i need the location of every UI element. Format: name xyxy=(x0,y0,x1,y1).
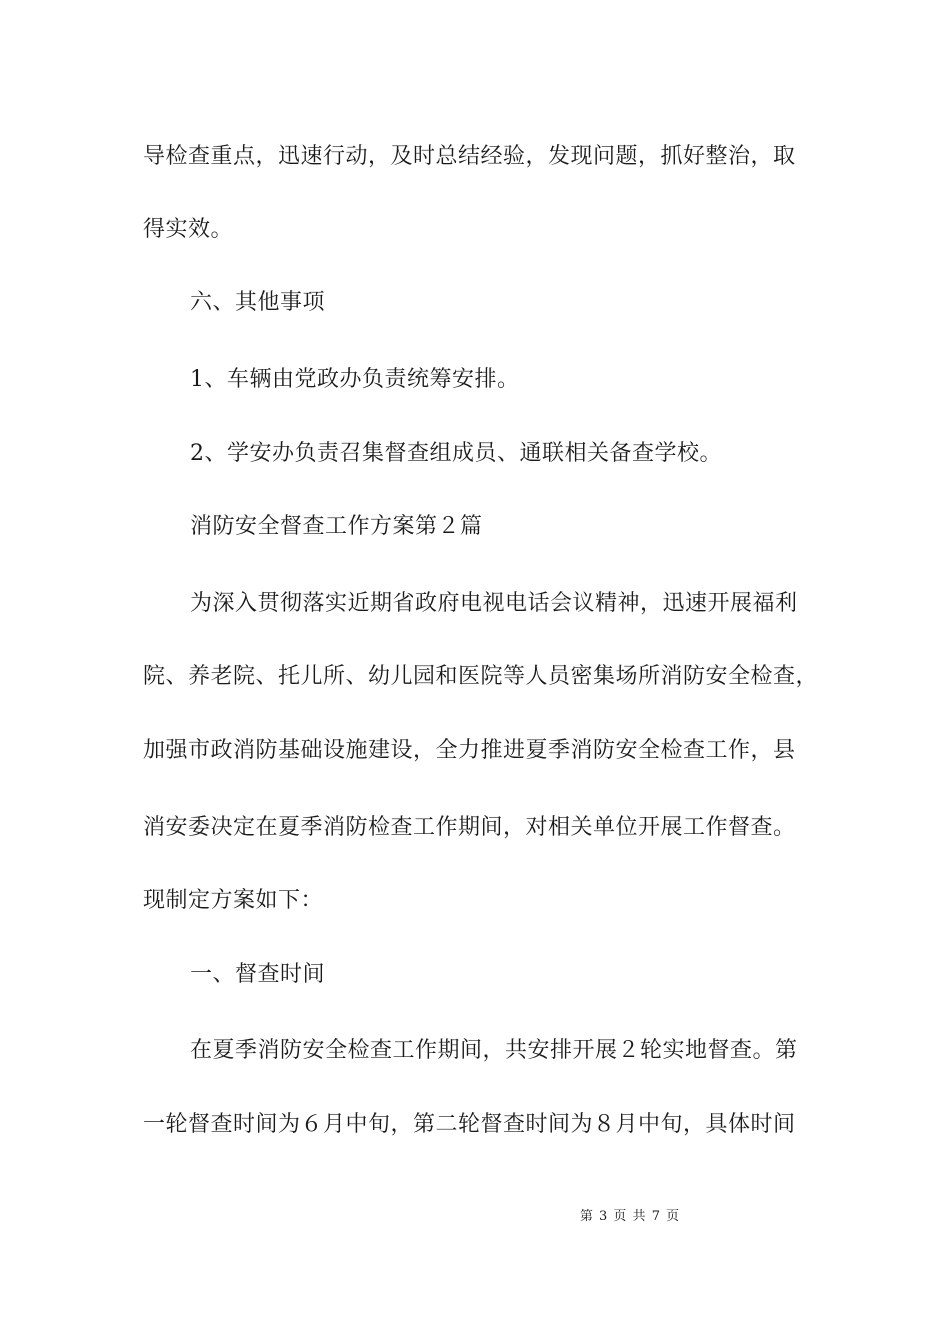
list-item: 1、车辆由党政办负责统筹安排。 xyxy=(190,367,520,392)
list-item: 2、学安办负责召集督查组成员、通联相关备查学校。 xyxy=(190,441,722,466)
body-text-line: 一轮督查时间为６月中旬，第二轮督查时间为８月中旬，具体时间 xyxy=(143,1112,796,1137)
section-heading: 一、督查时间 xyxy=(190,962,326,987)
body-text-line: 得实效。 xyxy=(143,217,234,242)
body-text-line: 加强市政消防基础设施建设，全力推进夏季消防安全检查工作，县 xyxy=(143,738,796,763)
body-text-line: 院、养老院、托儿所、幼儿园和医院等人员密集场所消防安全检查， xyxy=(143,664,819,689)
page-number: 第 3 页 共 7 页 xyxy=(579,1209,681,1224)
body-text-line: 消安委决定在夏季消防检查工作期间，对相关单位开展工作督查。 xyxy=(143,815,796,840)
body-text-line: 为深入贯彻落实近期省政府电视电话会议精神，迅速开展福利 xyxy=(190,591,798,616)
body-text-line: 在夏季消防安全检查工作期间，共安排开展２轮实地督查。第 xyxy=(190,1038,798,1063)
body-text-line: 导检查重点，迅速行动，及时总结经验，发现问题，抓好整治，取 xyxy=(143,144,796,169)
article-title: 消防安全督查工作方案第２篇 xyxy=(190,514,483,539)
page-footer xyxy=(0,1208,950,1226)
section-heading: 六、其他事项 xyxy=(190,290,326,315)
body-text-line: 现制定方案如下： xyxy=(143,888,324,913)
